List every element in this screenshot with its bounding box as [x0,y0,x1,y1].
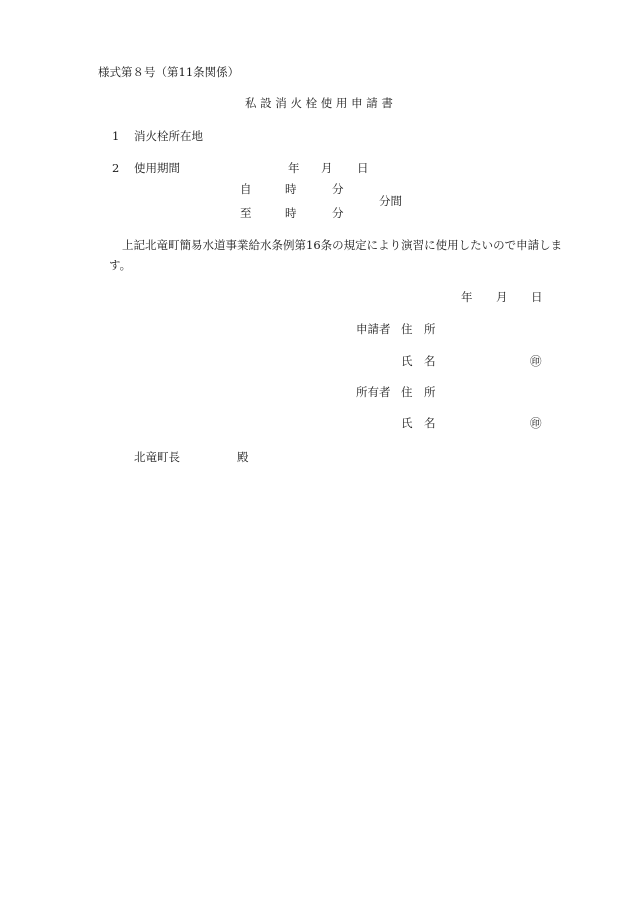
period-to-label: 至 [240,206,252,220]
form-number: 様式第８号（第11条関係） [98,65,240,79]
period-to-hour-unit: 時 [285,206,297,220]
addressee-honorific: 殿 [237,450,249,464]
owner-address-label: 住 所 [401,385,436,399]
body-text-line1: 上記北竜町簡易水道事業給水条例第16条の規定により演習に使用したいので申請しま [122,238,563,252]
item1-label: 消火栓所在地 [134,129,203,143]
owner-name-label: 氏 名 [401,416,436,430]
item2-label: 使用期間 [134,161,180,175]
owner-seal-mark: ㊞ [530,416,542,430]
period-year-unit: 年 [288,161,300,175]
item1-number: 1 [112,129,120,143]
date-month-unit: 月 [496,290,508,304]
period-to-minute-unit: 分 [332,206,344,220]
owner-label: 所有者 [356,385,391,399]
period-from-minute-unit: 分 [332,182,344,196]
date-day-unit: 日 [531,290,543,304]
applicant-label: 申請者 [356,322,391,336]
applicant-name-label: 氏 名 [401,354,436,368]
period-from-label: 自 [240,182,252,196]
body-text-line2: す。 [109,258,132,272]
item2-number: 2 [112,161,120,175]
period-from-hour-unit: 時 [285,182,297,196]
period-day-unit: 日 [357,161,369,175]
addressee-name: 北竜町長 [134,450,180,464]
form-title: 私 設 消 火 栓 使 用 申 請 書 [245,96,393,110]
period-duration-unit: 分間 [379,194,402,208]
applicant-seal-mark: ㊞ [530,354,542,368]
period-month-unit: 月 [321,161,333,175]
date-year-unit: 年 [461,290,473,304]
applicant-address-label: 住 所 [401,322,436,336]
